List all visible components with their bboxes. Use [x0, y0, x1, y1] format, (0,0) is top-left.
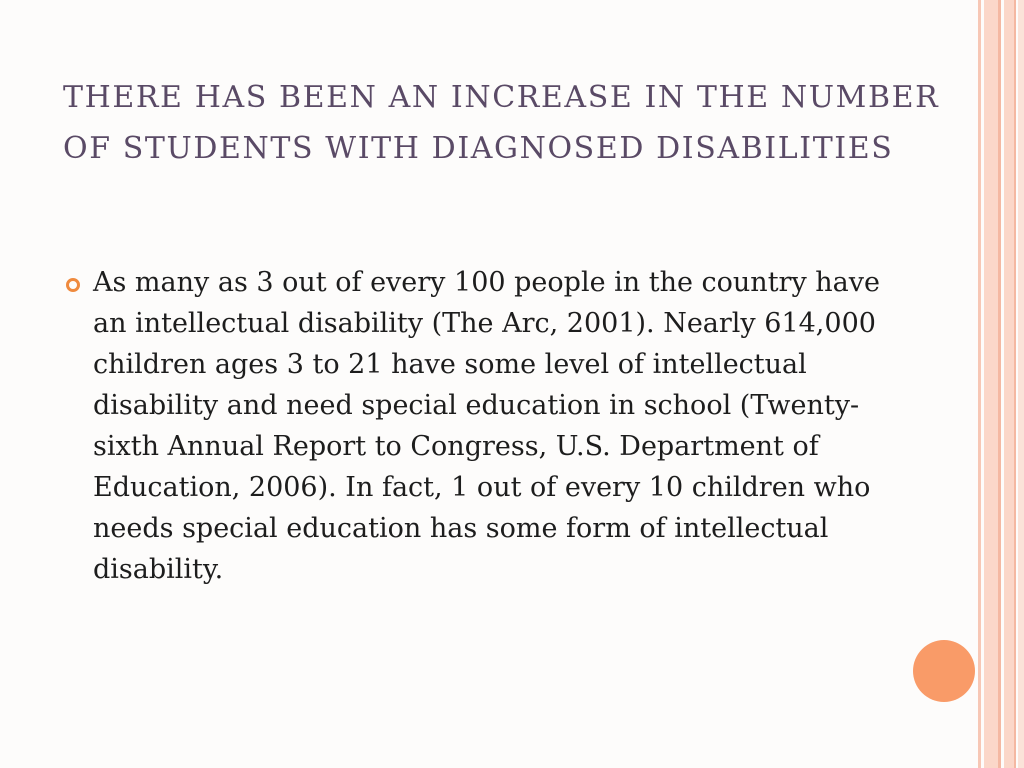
- decorative-stripe: [998, 0, 1001, 768]
- decorative-stripe: [978, 0, 981, 768]
- bullet-item: [63, 262, 883, 590]
- bullet-list: [63, 262, 883, 590]
- slide-title: THERE HAS BEEN AN INCREASE IN THE NUMBER OF STUDENTS WITH DIAGNOSED DISABILITIES: [63, 80, 940, 166]
- decorative-stripe: [1014, 0, 1016, 768]
- accent-circle-decoration: [913, 640, 975, 702]
- bullet-circle-icon: [66, 278, 80, 292]
- decorative-stripe: [1018, 0, 1024, 768]
- decorative-stripe: [984, 0, 998, 768]
- decorative-stripe: [1004, 0, 1014, 768]
- bullet-text: As many as 3 out of every 100 people in the country have an intellectual disability (The Arc, 2001). Nearly 614,000 children ages 3 to 21 have some level of intellectual disability and need special education in school (Twenty-sixth Annual Report to Congress, U.S. Department of Education, 2006). In fact, 1 out of every 10 children who needs special education has some form of intellectual disability.: [93, 267, 881, 585]
